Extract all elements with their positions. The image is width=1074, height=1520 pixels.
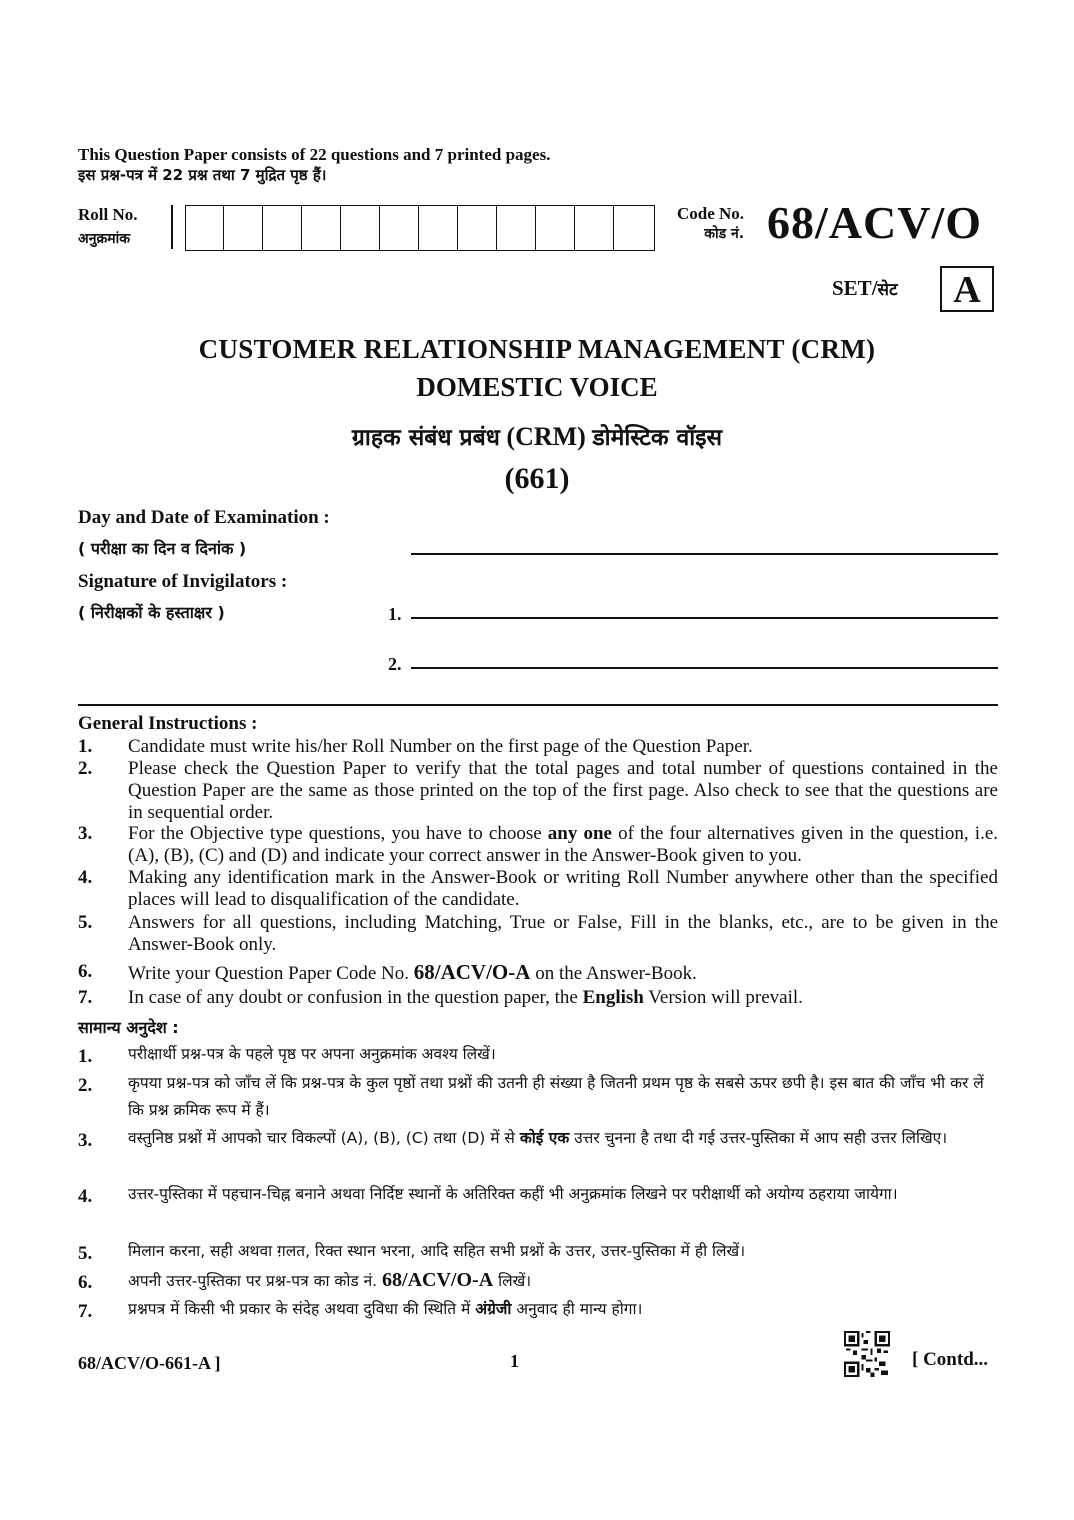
signature-1-line[interactable] [411,617,998,619]
instruction-text-hi: मिलान करना, सही अथवा ग़लत, रिक्त स्थान भरना, आदि सहित सभी प्रश्नों के उत्तर, उत्तर-पुस्तिका में ही लिखें। [128,1242,746,1260]
instruction-text: Candidate must write his/her Roll Number on the first page of the Question Paper. [128,736,753,757]
exam-date-label: Day and Date of Examination : [78,507,330,528]
roll-box[interactable] [576,206,614,250]
instruction-text-post: लिखें। [493,1272,532,1290]
instruction-text [128,823,998,867]
roll-box[interactable] [225,206,263,250]
instruction-text-post: उत्तर चुनना है तथा दी गई उत्तर-पुस्तिका में आप सही उत्तर लिखिए। [569,1129,948,1147]
subject-subtitle: DOMESTIC VOICE [416,372,658,402]
title-hi-part-b: डोमेस्टिक वॉइस [592,425,723,451]
continued-label: [ Contd... [912,1349,989,1370]
instruction-number: 7. [78,1301,93,1322]
instruction-text-bold: English [582,987,644,1008]
instruction-text-hi: कृपया प्रश्न-पत्र को जाँच लें कि प्रश्न-पत्र के कुल पृष्ठों तथा प्रश्नों की उतनी ही संख्या है जितनी प्रथम पृष्ठ के सबसे ऊपर छपी है। इस बात की जाँच भी कर लें कि प्रश्न क्रमिक रूप में हैं। [128,1074,984,1119]
instruction-text [128,987,998,1009]
instruction-text: Please check the Question Paper to verify that the total pages and total number of questions contained in the Question Paper are the same as those printed on the top of the first page. Also check to see that the questions are in sequential order. [128,758,998,823]
instruction-text: Answers for all questions, including Matching, True or False, Fill in the blanks, etc., are to be given in the Answer-Book only. [128,912,998,955]
qr-code-icon [844,1331,890,1377]
instruction-text-bold: अंग्रेजी [475,1300,512,1318]
subject-code: (661) [504,462,570,495]
instruction-text-hi [128,1296,998,1323]
code-label [677,203,744,245]
exam-date-line[interactable] [411,553,998,555]
instruction-text-bold: 68/ACV/O-A [382,1269,494,1291]
code-label-en: Code No. [677,204,745,223]
roll-box[interactable] [537,206,575,250]
paper-info-hi: इस प्रश्न-पत्र में 22 प्रश्न तथा 7 मुद्रित पृष्ठ हैं। [78,166,327,184]
invigilator-signature-label-hi [78,601,225,624]
roll-box[interactable] [303,206,341,250]
general-instructions-heading-hi: सामान्य अनुदेश : [78,1018,179,1037]
code-number: 68/ACV/O [767,197,982,248]
paper-info [78,144,550,186]
instruction-text-post: Version will prevail. [643,987,803,1008]
instruction-number: 3. [78,1130,93,1151]
instruction-text-hi: परीक्षार्थी प्रश्न-पत्र के पहले पृष्ठ पर अपना अनुक्रमांक अवश्य लिखें। [128,1045,496,1063]
instruction-text-hi: उत्तर-पुस्तिका में पहचान-चिह्न बनाने अथवा निर्दिष्ट स्थानों के अतिरिक्त कहीं भी अनुक्रमांक लिखने पर परीक्षार्थी को अयोग्य ठहराया जायेगा। [128,1185,898,1203]
instruction-number: 5. [78,1243,93,1264]
title-crm: (CRM) [506,422,586,451]
roll-box[interactable] [615,206,653,250]
instruction-text-pre: अपनी उत्तर-पुस्तिका पर प्रश्न-पत्र का कोड नं. [128,1272,383,1290]
signature-hi-text: ( निरीक्षकों के हस्ताक्षर ) [78,603,225,622]
instruction-text-pre: Write your Question Paper Code No. [128,963,414,984]
title-hi-part-a: ग्राहक संबंध प्रबंध [351,425,500,451]
roll-box[interactable] [186,206,224,250]
instruction-number: 1. [78,1046,93,1067]
instruction-number: 5. [78,912,93,933]
instruction-text-hi [128,1267,998,1295]
set-label [832,276,898,301]
instruction-text-post: on the Answer-Book. [530,963,697,984]
subject-title: CUSTOMER RELATIONSHIP MANAGEMENT (CRM) [198,334,876,364]
instruction-number: 6. [78,1272,93,1293]
instruction-text [128,961,998,985]
instruction-text-bold: कोई एक [519,1129,570,1147]
roll-box[interactable] [342,206,380,250]
instruction-text: Making any identification mark in the Answer-Book or writing Roll Number anywhere other than the specified places will lead to disqualification of the candidate. [128,867,998,910]
exam-date-label-hi [78,537,246,560]
roll-label-hi: अनुक्रमांक [78,231,130,247]
instruction-text-pre: In case of any doubt or confusion in the question paper, the [128,987,583,1008]
instruction-number: 3. [78,823,93,844]
instruction-number: 4. [78,1186,93,1207]
instruction-text-bold: 68/ACV/O-A [413,960,531,984]
instruction-text-pre: For the Objective type questions, you have to choose [128,823,548,844]
set-label-en: SET/ [832,276,878,300]
roll-box[interactable] [264,206,302,250]
roll-box[interactable] [381,206,419,250]
instruction-number: 6. [78,961,93,982]
code-label-hi: कोड नं. [704,226,745,242]
instruction-number: 7. [78,987,93,1008]
instruction-text-bold: any one [547,823,612,844]
footer-paper-code: 68/ACV/O-661-A ] [78,1353,221,1373]
invigilator-signature-label: Signature of Invigilators : [78,571,288,592]
section-divider [78,704,998,706]
signature-1-number: 1. [388,604,402,624]
instruction-text-hi [128,1125,998,1152]
roll-label-en: Roll No. [78,205,138,224]
signature-2-number: 2. [388,654,402,674]
set-label-hi: सेट [877,280,898,300]
roll-number-label [78,203,138,251]
exam-date-hi-text: ( परीक्षा का दिन व दिनांक ) [78,539,247,558]
instruction-number: 1. [78,736,93,757]
page-number: 1 [510,1351,519,1371]
instruction-number: 2. [78,758,93,779]
general-instructions-heading: General Instructions : [78,713,258,734]
subject-title-hi [0,420,1074,452]
roll-number-boxes[interactable] [185,205,655,251]
roll-box[interactable] [498,206,536,250]
instruction-text-post: of the four alternatives given in the question, i.e. (A), (B), (C) and (D) and indicate your correct answer in the Answer-Book given to you. [128,823,998,866]
instruction-text-pre: वस्तुनिष्ठ प्रश्नों में आपको चार विकल्पों (A), (B), (C) तथा (D) में से [128,1129,520,1147]
set-value-box: A [940,266,994,312]
instruction-number: 4. [78,867,93,888]
paper-info-en: This Question Paper consists of 22 questions and 7 printed pages. [78,145,551,164]
roll-box[interactable] [459,206,497,250]
roll-bracket-left [171,205,173,249]
instruction-number: 2. [78,1075,93,1096]
instruction-text-post: अनुवाद ही मान्य होगा। [511,1300,643,1318]
instruction-text-pre: प्रश्नपत्र में किसी भी प्रकार के संदेह अथवा दुविधा की स्थिति में [128,1300,476,1318]
roll-box[interactable] [420,206,458,250]
signature-2-line[interactable] [411,667,998,669]
